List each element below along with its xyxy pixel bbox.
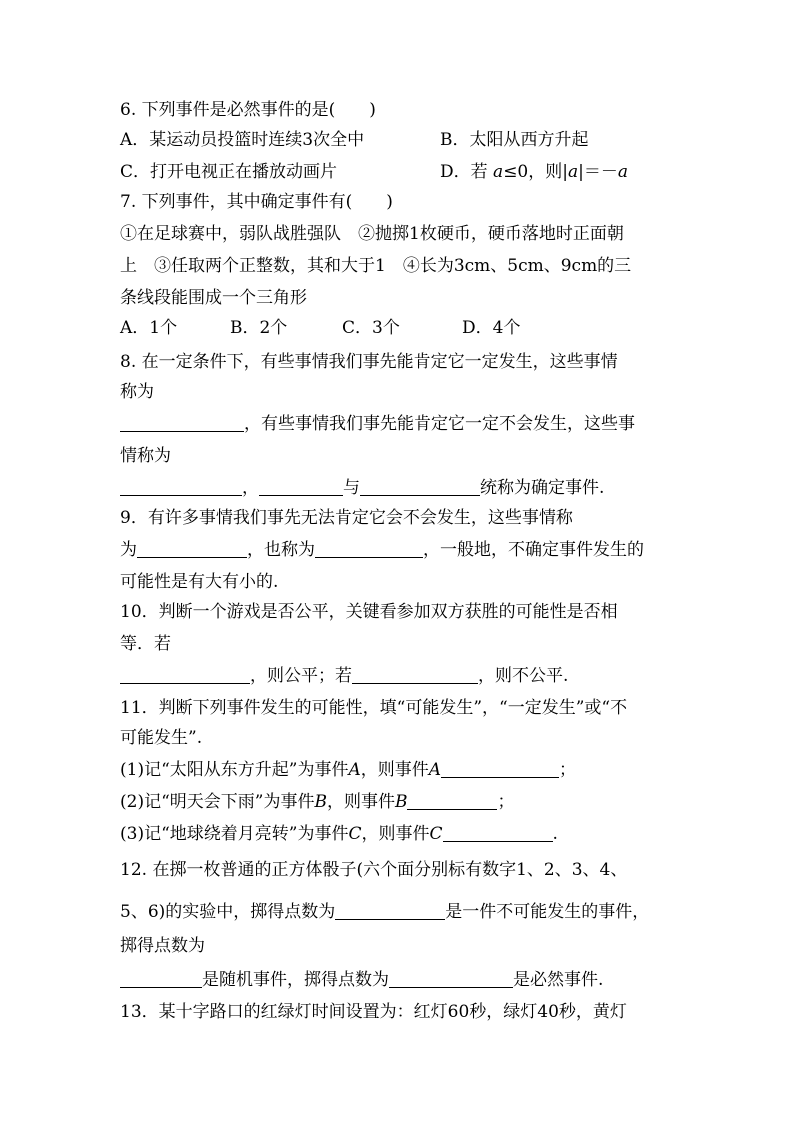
q11-sub3: (3)记“地球绕着月亮转”为事件C，则事件C .	[120, 824, 558, 844]
answer-blank[interactable]	[441, 759, 559, 778]
q7-option-b: B．2个	[230, 318, 288, 338]
q8-line1: 8. 在一定条件下，有些事情我们事先能肯定它一定发生，这些事情	[120, 352, 618, 372]
q7-line3: 条线段能围成一个三角形	[120, 288, 307, 308]
q9-line2: 为 ，也称为 ，一般地，不确定事件发生的	[120, 540, 644, 560]
answer-blank[interactable]	[335, 901, 445, 920]
q12-line1: 12. 在掷一枚普通的正方体骰子(六个面分别标有数字1、2、3、4、	[120, 860, 628, 880]
q7-stem: 7. 下列事件，其中确定事件有( )	[120, 192, 393, 212]
q10-line2: 等．若	[120, 634, 171, 654]
q13-line1: 13．某十字路口的红绿灯时间设置为：红灯60秒，绿灯40秒，黄灯	[120, 1002, 627, 1022]
answer-blank[interactable]	[389, 969, 513, 988]
q10-line1: 10．判断一个游戏是否公平，关键看参加双方获胜的可能性是否相	[120, 602, 618, 622]
q11-sub2: (2)记“明天会下雨”为事件B，则事件B ；	[120, 792, 515, 812]
q7-option-a: A．1个	[120, 318, 178, 338]
q7-line1: ①在足球赛中，弱队战胜强队 ②抛掷1枚硬币，硬币落地时正面朝	[120, 224, 624, 244]
q8-line2: 称为	[120, 382, 154, 402]
q7-option-c: C．3个	[342, 318, 400, 338]
q6-option-b: B．太阳从西方升起	[440, 130, 589, 150]
q6-option-d: D．若 a≤0，则|a|＝－a	[440, 162, 628, 182]
q12-line3: 掷得点数为	[120, 936, 205, 956]
q11-line1: 11．判断下列事件发生的可能性，填“可能发生”，“一定发生”或“不	[120, 698, 628, 718]
answer-blank[interactable]	[315, 539, 423, 558]
q6-options-ab	[120, 128, 589, 152]
q7-line2: 上 ③任取两个正整数，其和大于1 ④长为3cm、5cm、9cm的三	[120, 256, 632, 276]
answer-blank[interactable]	[120, 477, 242, 496]
q7-option-d: D．4个	[462, 318, 521, 338]
q6-stem: 6. 下列事件是必然事件的是( )	[120, 100, 376, 120]
q6-option-a: A．某运动员投篮时连续3次全中	[120, 130, 365, 150]
q11-sub1: (1)记“太阳从东方升起”为事件A，则事件A ；	[120, 760, 577, 780]
q8-line5: ， 与 统称为确定事件.	[120, 476, 604, 500]
q11-line2: 可能发生”.	[120, 728, 203, 748]
q8-line3: ，有些事情我们事先能肯定它一定不会发生，这些事	[120, 412, 635, 436]
answer-blank[interactable]	[137, 539, 247, 558]
answer-blank[interactable]	[443, 823, 553, 842]
q12-line2: 5、6)的实验中，掷得点数为 是一件不可能发生的事件，	[120, 902, 650, 922]
answer-blank[interactable]	[352, 665, 478, 684]
answer-blank[interactable]	[120, 413, 244, 432]
answer-blank[interactable]	[120, 969, 202, 988]
answer-blank[interactable]	[360, 477, 480, 496]
q8-line4: 情称为	[120, 446, 171, 466]
q12-line4: 是随机事件，掷得点数为 是必然事件.	[120, 968, 603, 992]
q7-options	[120, 316, 520, 340]
q10-line3: ，则公平；若 ，则不公平.	[120, 664, 568, 688]
q9-line3: 可能性是有大有小的.	[120, 572, 279, 592]
answer-blank[interactable]	[259, 477, 343, 496]
answer-blank[interactable]	[407, 791, 497, 810]
q6-options-cd	[120, 160, 628, 184]
q9-line1: 9．有许多事情我们事先无法肯定它会不会发生，这些事情称	[120, 508, 573, 528]
q6-option-c: C．打开电视正在播放动画片	[120, 162, 338, 182]
answer-blank[interactable]	[120, 665, 250, 684]
